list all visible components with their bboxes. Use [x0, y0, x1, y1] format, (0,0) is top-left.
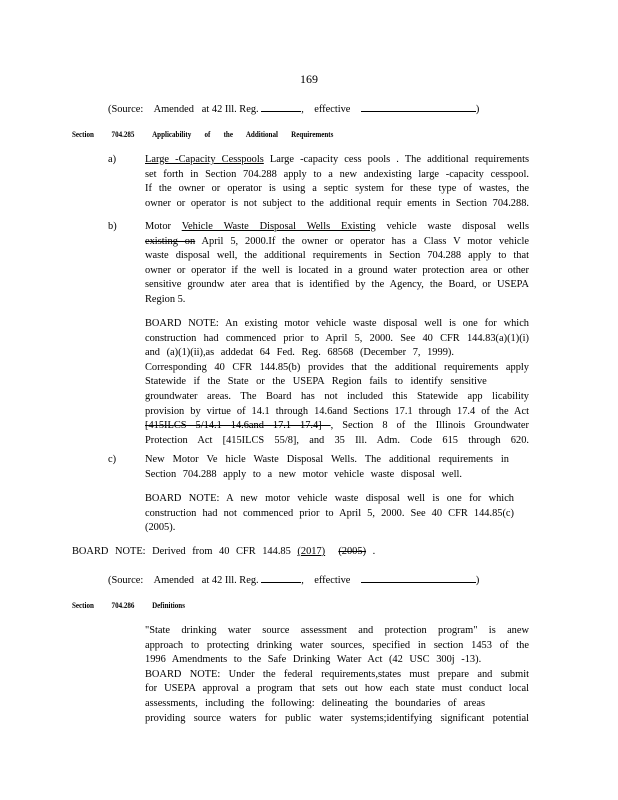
- section-word: Section: [72, 600, 94, 610]
- register-blank: [261, 101, 301, 112]
- source-register: at 42 Ill. Reg.: [201, 104, 259, 115]
- subsection-b: Motor Vehicle Waste Disposal Wells Existing vehicle waste disposal wells existing on April 5, 2000.If the owner or operator has a Class V motor vehicle waste disposal well, the additional requirements in Section 704.288 apply to that owner or operator if the well is located in a ground water protection area or other sensitive groundw ater area that is identified by the Agency, the Board, or USEPA Region 5.: [145, 221, 529, 305]
- page-number: 169: [300, 72, 318, 86]
- subsection-a: Large -Capacity Cesspools Large -capacity cess pools . The additional requirements set forth in Section 704.288 apply to a new andexisting large -capacity cesspool. If the owner or operator is using a septic system for these type of wastes, the owner or operator is not subject to the additional requir ements in Section 704.288.: [145, 154, 529, 209]
- definitions-body: "State drinking water source assessment and protection program" is anew approach to protecting drinking water sources, specified in section 1453 of the 1996 Amendments to the Safe Drinking Water Act (42 USC 300j -13). BOARD NOTE: Under the federal requirements,states must prepare and submit for USEPA approval a program that sets out how each state must conduct local assessments, including the following: delineating the boundaries of areas providing source waters for public water systems;identifying significant potential: [145, 625, 529, 724]
- section-title: Definitions: [152, 600, 185, 610]
- effective-blank: [361, 101, 476, 112]
- section-heading: [72, 600, 185, 610]
- section-word: Section: [72, 129, 94, 139]
- section-heading: [72, 129, 333, 139]
- subsection-label-b: b): [108, 221, 117, 232]
- source-effective: effective: [314, 104, 351, 115]
- board-note-derived: BOARD NOTE: Derived from 40 CFR 144.85 (2017) (2005) .: [72, 546, 376, 557]
- board-note-existing-wells: BOARD NOTE: An existing motor vehicle waste disposal well is one for which construction had commenced prior to April 5, 2000. See 40 CFR 144.83(a)(1)(i) and (a)(1)(ii),as addedat 64 Fed. Reg. 68568 (December 7, 1999). Corresponding 40 CFR 144.85(b) provides that the additional requirements apply Statewide if the State or the USEPA Region fails to identify sensitive groundwater areas. The Board has not included this Statewide app licability provision by virtue of 14.1 through 14.6and Sections 17.1 through 17.4 of the Act [415ILCS 5/14.1 14.6and 17.1 17.4] , Section 8 of the Illinois Groundwater Protection Act [415ILCS 55/8], and 35 Ill. Adm. Code 615 through 620.: [145, 318, 529, 446]
- source-line: (Source: Amended at 42 Ill. Reg. , effective ): [108, 572, 479, 589]
- subsection-label-a: a): [108, 154, 117, 165]
- source-effective: effective: [314, 575, 351, 586]
- effective-blank: [361, 572, 476, 583]
- source-line: (Source: Amended at 42 Ill. Reg. , effective ): [108, 101, 479, 118]
- register-blank: [261, 572, 301, 583]
- subsection-label-c: c): [108, 454, 117, 465]
- source-amended: Amended: [153, 104, 194, 115]
- source-register: at 42 Ill. Reg.: [201, 575, 259, 586]
- source-prefix: (Source:: [108, 104, 144, 115]
- source-prefix: (Source:: [108, 575, 144, 586]
- subsection-c: New Motor Ve hicle Waste Disposal Wells. The additional requirements in Section 704.288 apply to a new motor vehicle waste disposal well.: [145, 454, 509, 480]
- section-number: 704.286: [111, 600, 135, 610]
- section-title: Applicability of the Additional Requirements: [152, 129, 334, 139]
- source-amended: Amended: [153, 575, 194, 586]
- section-number: 704.285: [111, 129, 135, 139]
- board-note-new-wells: BOARD NOTE: A new motor vehicle waste disposal well is one for which construction had not commenced prior to April 5, 2000. See 40 CFR 144.85(c) (2005).: [145, 493, 514, 534]
